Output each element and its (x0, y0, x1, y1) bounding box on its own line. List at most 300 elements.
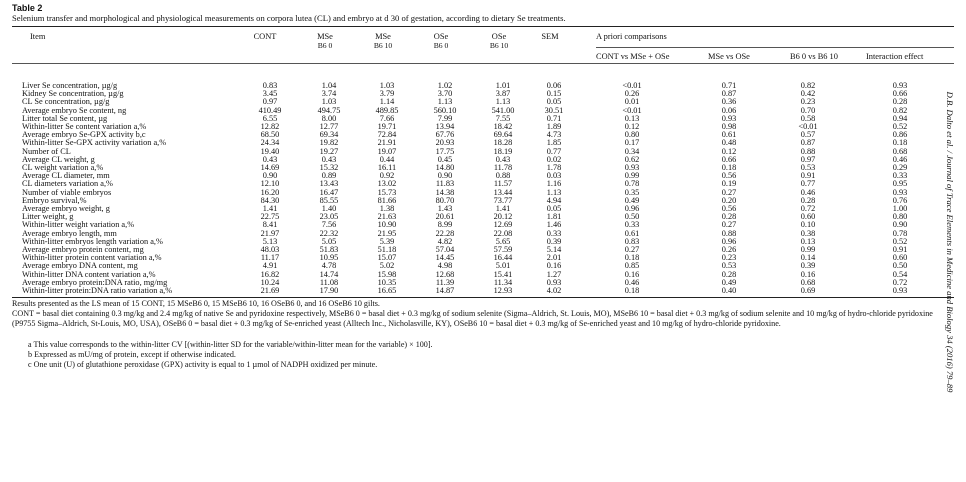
row-value: 1.03 (379, 81, 395, 90)
row-value: 0.46 (624, 277, 640, 287)
row-value: 5.01 (495, 261, 511, 271)
row-value: 0.18 (624, 286, 640, 296)
row-value: 0.93 (892, 187, 908, 197)
row-value: 11.08 (319, 277, 339, 287)
row-value: 489.85 (375, 105, 399, 115)
row-value: 0.72 (892, 277, 908, 287)
row-value: 0.93 (892, 81, 908, 90)
row-value: 0.13 (624, 113, 640, 123)
row-value: 0.66 (892, 89, 908, 99)
row-value: 0.71 (546, 113, 562, 123)
row-label: Average embryo protein:DNA ratio, mg/mg (22, 277, 168, 287)
row-value: 0.36 (721, 97, 737, 107)
row-label: Within-litter Se content variation a,% (22, 122, 147, 132)
row-value: 11.57 (493, 179, 513, 189)
row-value: 22.32 (319, 228, 339, 238)
row-value: 0.50 (624, 212, 640, 222)
row-value: 14.45 (435, 253, 455, 263)
row-value: 0.29 (892, 163, 908, 173)
row-value: 0.95 (892, 179, 908, 189)
row-value: 0.38 (800, 228, 816, 238)
footnote-a: a This value corresponds to the within-litter CV [(within-litter SD for the variable/within-litter mean for the variable) × 100]. (28, 340, 433, 349)
row-value: 0.97 (262, 97, 278, 107)
row-value: 14.87 (435, 286, 455, 296)
row-value: 1.89 (546, 122, 562, 132)
row-value: 0.33 (892, 171, 908, 181)
row-value: 0.88 (495, 171, 511, 181)
row-value: 0.61 (721, 130, 737, 140)
row-value: 2.01 (546, 253, 562, 263)
row-value: 0.26 (721, 245, 737, 255)
row-value: 69.64 (493, 130, 513, 140)
row-value: 57.59 (493, 245, 513, 255)
row-value: 0.61 (624, 228, 640, 238)
row-value: 0.46 (892, 154, 908, 164)
row-value: 17.75 (435, 146, 455, 156)
table-caption: Selenium transfer and morphological and physiological measurements on corpora lutea (CL) and embryo at d 30 of gestation, according to dietary Se treatments. (12, 13, 566, 23)
row-value: 1.38 (379, 204, 395, 214)
row-value: 30.51 (544, 105, 564, 115)
row-value: 0.18 (892, 138, 908, 148)
row-value: 0.88 (721, 228, 737, 238)
row-value: 0.33 (624, 220, 640, 230)
row-value: 7.99 (437, 113, 453, 123)
row-value: 7.56 (321, 220, 337, 230)
row-value: 1.43 (437, 204, 453, 214)
row-value: 12.68 (435, 269, 455, 279)
top-rule (12, 26, 954, 27)
header-cont: CONT (253, 32, 277, 41)
row-value: 3.74 (321, 89, 337, 99)
row-label: Within-litter Se-GPX activity variation a,% (22, 138, 167, 148)
row-value: 10.90 (377, 220, 397, 230)
row-value: 0.28 (892, 97, 908, 107)
row-value: 7.55 (495, 113, 511, 123)
row-value: 0.97 (800, 154, 816, 164)
row-value: 0.23 (800, 97, 816, 107)
row-value: 1.00 (892, 204, 908, 214)
row-value: 5.05 (321, 236, 337, 246)
row-value: 0.39 (546, 236, 562, 246)
row-value: 0.90 (892, 220, 908, 230)
row-value: 0.78 (892, 228, 908, 238)
row-value: 4.02 (546, 286, 562, 296)
row-value: 84.30 (260, 195, 280, 205)
row-value: 23.05 (319, 212, 339, 222)
row-value: 0.82 (892, 105, 908, 115)
row-value: 0.06 (546, 81, 562, 90)
row-value: 22.08 (493, 228, 513, 238)
row-value: 0.54 (892, 269, 908, 279)
header-mse-b6-10: MSe B6 10 (373, 32, 393, 50)
header-item: Item (30, 32, 46, 41)
row-value: 3.45 (262, 89, 278, 99)
row-value: 4.91 (262, 261, 278, 271)
row-value: 0.56 (721, 204, 737, 214)
row-value: 1.40 (321, 204, 337, 214)
row-value: 0.34 (624, 146, 640, 156)
row-value: 0.43 (495, 154, 511, 164)
row-label: CL diameters variation a,% (22, 179, 113, 189)
row-value: 10.24 (260, 277, 280, 287)
row-value: 0.45 (437, 154, 453, 164)
row-value: 13.43 (319, 179, 339, 189)
row-value: 0.28 (800, 195, 816, 205)
row-value: 0.40 (721, 286, 737, 296)
row-value: 1.16 (546, 179, 562, 189)
row-value: 0.53 (721, 261, 737, 271)
row-value: 67.76 (435, 130, 455, 140)
row-value: 80.70 (435, 195, 455, 205)
row-value: 0.68 (892, 146, 908, 156)
row-value: 0.78 (624, 179, 640, 189)
header-cont-vs-mse-ose: CONT vs MSe + OSe (596, 52, 670, 61)
row-value: 12.69 (493, 220, 513, 230)
row-value: 0.91 (800, 171, 816, 181)
row-value: 85.55 (319, 195, 339, 205)
row-value: 0.28 (721, 269, 737, 279)
row-label: Kidney Se concentration, µg/g (22, 89, 124, 99)
row-value: 0.53 (800, 163, 816, 173)
row-value: 1.78 (546, 163, 562, 173)
row-value: 21.69 (260, 286, 280, 296)
header-bottom-rule (12, 63, 954, 64)
row-value: 410.49 (258, 105, 282, 115)
table-row (12, 287, 954, 295)
row-value: 0.70 (800, 105, 816, 115)
row-value: 19.71 (377, 122, 397, 132)
row-value: 0.99 (624, 171, 640, 181)
row-value: 0.23 (721, 253, 737, 263)
row-value: 1.13 (546, 187, 562, 197)
row-value: 48.03 (260, 245, 280, 255)
row-value: 13.94 (435, 122, 455, 132)
row-value: 1.85 (546, 138, 562, 148)
row-label: Average CL weight, g (22, 154, 95, 164)
header-mse-vs-ose: MSe vs OSe (708, 52, 750, 61)
row-value: 3.70 (437, 89, 453, 99)
row-value: 0.19 (721, 179, 737, 189)
row-value: 0.49 (721, 277, 737, 287)
a-priori-rule (596, 47, 954, 48)
journal-side-text: D.B. Dalto et al. / Journal of Trace Elements in Medicine and Biology 34 (2016) 79–89 (945, 91, 955, 392)
row-value: 4.73 (546, 130, 562, 140)
row-value: 0.15 (546, 89, 562, 99)
row-value: 16.65 (377, 286, 397, 296)
row-value: 15.07 (377, 253, 397, 263)
row-value: 0.90 (437, 171, 453, 181)
row-value: 11.83 (435, 179, 455, 189)
row-value: 541.00 (491, 105, 515, 115)
row-value: 13.44 (493, 187, 513, 197)
row-value: 4.82 (437, 236, 453, 246)
row-value: 0.16 (624, 269, 640, 279)
row-value: 0.28 (721, 212, 737, 222)
row-label: Within-litter weight variation a,% (22, 220, 135, 230)
row-value: 0.27 (624, 245, 640, 255)
row-value: 0.56 (721, 171, 737, 181)
row-value: 0.60 (892, 253, 908, 263)
row-value: 14.38 (435, 187, 455, 197)
row-value: <0.01 (622, 81, 642, 90)
footnote-b: b Expressed as mU/mg of protein, except if otherwise indicated. (28, 350, 236, 359)
bottom-rule (12, 297, 954, 298)
row-value: 0.10 (800, 220, 816, 230)
row-value: 0.85 (624, 261, 640, 271)
row-value: 19.40 (260, 146, 280, 156)
row-value: 0.94 (892, 113, 908, 123)
footnote-c: c One unit (U) of glutathione peroxidase (GPX) activity is equal to 1 µmol of NADPH oxidized per minute. (28, 360, 378, 369)
row-value: 0.35 (624, 187, 640, 197)
row-value: 0.92 (379, 171, 395, 181)
row-value: 21.97 (260, 228, 280, 238)
row-value: 0.71 (721, 81, 737, 90)
row-value: 0.89 (321, 171, 337, 181)
row-value: 15.98 (377, 269, 397, 279)
row-value: 0.50 (892, 261, 908, 271)
row-label: Embryo survival,% (22, 195, 87, 205)
row-value: 0.16 (546, 261, 562, 271)
row-value: 0.60 (800, 212, 816, 222)
row-value: 12.82 (260, 122, 280, 132)
row-value: 0.80 (624, 130, 640, 140)
row-value: 0.72 (800, 204, 816, 214)
row-value: 1.46 (546, 220, 562, 230)
row-value: 24.34 (260, 138, 280, 148)
row-label: Number of CL (22, 146, 71, 156)
row-value: 11.78 (493, 163, 513, 173)
row-value: 51.83 (319, 245, 339, 255)
row-value: 4.94 (546, 195, 562, 205)
row-value: 3.79 (379, 89, 395, 99)
row-value: 19.82 (319, 138, 339, 148)
row-label: Average embryo DNA content, mg (22, 261, 138, 271)
row-value: 13.02 (377, 179, 397, 189)
row-value: 0.68 (800, 277, 816, 287)
row-value: 15.41 (493, 269, 513, 279)
row-value: 20.61 (435, 212, 455, 222)
row-value: 5.65 (495, 236, 511, 246)
row-value: 0.82 (800, 81, 816, 90)
row-value: 10.35 (377, 277, 397, 287)
row-value: 73.77 (493, 195, 513, 205)
row-value: 0.03 (546, 171, 562, 181)
row-value: 16.20 (260, 187, 280, 197)
row-label: Litter total Se content, µg (22, 113, 108, 123)
row-value: 0.05 (546, 97, 562, 107)
row-value: 16.44 (493, 253, 513, 263)
row-value: 0.20 (721, 195, 737, 205)
row-value: 12.10 (260, 179, 280, 189)
row-value: 15.32 (319, 163, 339, 173)
footer-results: Results presented as the LS mean of 15 CONT, 15 MSeB6 0, 15 MSeB6 10, 16 OSeB6 0, and 16 OSeB6 10 gilts. (12, 299, 380, 308)
row-value: 0.87 (800, 138, 816, 148)
row-value: 0.80 (892, 212, 908, 222)
row-value: 0.96 (624, 204, 640, 214)
row-value: 0.05 (546, 204, 562, 214)
row-value: 0.39 (800, 261, 816, 271)
row-value: 0.17 (624, 138, 640, 148)
row-value: 69.34 (319, 130, 339, 140)
row-value: 0.62 (624, 154, 640, 164)
row-value: 1.03 (321, 97, 337, 107)
header-ose-b6-0: OSe B6 0 (433, 32, 449, 50)
row-label: Average embryo Se-GPX activity b,c (22, 130, 146, 140)
row-value: 8.99 (437, 220, 453, 230)
row-value: 0.90 (262, 171, 278, 181)
row-value: 6.55 (262, 113, 278, 123)
row-value: 1.02 (437, 81, 453, 90)
row-value: 19.07 (377, 146, 397, 156)
row-value: 0.58 (800, 113, 816, 123)
row-value: 12.77 (319, 122, 339, 132)
row-value: 1.01 (495, 81, 511, 90)
row-value: 22.28 (435, 228, 455, 238)
row-value: 0.44 (379, 154, 395, 164)
header-mse-b6-0: MSe B6 0 (317, 32, 333, 50)
row-value: 0.12 (721, 146, 737, 156)
row-value: 18.19 (493, 146, 513, 156)
row-value: 0.77 (800, 179, 816, 189)
row-value: 0.13 (800, 236, 816, 246)
row-value: 4.98 (437, 261, 453, 271)
row-value: 0.96 (721, 236, 737, 246)
row-value: 0.06 (721, 105, 737, 115)
row-value: 0.33 (546, 228, 562, 238)
row-value: 0.77 (546, 146, 562, 156)
row-value: 0.14 (800, 253, 816, 263)
row-value: 1.13 (437, 97, 453, 107)
row-label: Within-litter DNA content variation a,% (22, 269, 156, 279)
row-value: 14.80 (435, 163, 455, 173)
row-value: 57.04 (435, 245, 455, 255)
row-value: 0.18 (624, 253, 640, 263)
row-value: <0.01 (622, 105, 642, 115)
row-value: 0.18 (721, 163, 737, 173)
row-label: Average embryo length, mm (22, 228, 117, 238)
row-label: Within-litter embryos length variation a,% (22, 236, 163, 246)
row-value: 22.75 (260, 212, 280, 222)
row-value: 0.26 (624, 89, 640, 99)
row-value: 21.91 (377, 138, 397, 148)
row-label: Within-litter protein:DNA ratio variation a,% (22, 286, 173, 296)
row-value: 0.93 (546, 277, 562, 287)
row-value: 68.50 (260, 130, 280, 140)
row-value: 0.12 (624, 122, 640, 132)
row-value: 3.87 (495, 89, 511, 99)
row-value: 0.93 (892, 286, 908, 296)
row-value: 0.66 (721, 154, 737, 164)
row-value: 11.39 (435, 277, 455, 287)
row-label: Average CL diameter, mm (22, 171, 110, 181)
row-value: 14.74 (319, 269, 339, 279)
row-value: 0.02 (546, 154, 562, 164)
row-value: 8.41 (262, 220, 278, 230)
header-b6-0-vs-b6-10: B6 0 vs B6 10 (790, 52, 838, 61)
footer-definitions: CONT = basal diet containing 0.3 mg/kg and 2.4 mg/kg of native Se and pyridoxine respectively, MSeB6 0 = basal diet + 0.3 mg/kg of sodium selenite (Sigma–Aldrich, St. Louis, MO), MSeB6 10 = basal diet + 0.3 mg/kg of sodium selenite and 10 mg/kg of hydro-chloride pyridoxine (P9755 Sigma–Aldrich, St-Louis, MO, USA), OSeB6 0 = basal diet + 0.3 mg/kg of Se-enriched yeast (Alltech Inc., Nicholasville, KY), OSeB6 10 = basal diet + 0.3 mg/kg of Se-enriched yeast and 10 mg/kg of hydro-chloride pyridoxine. (12, 309, 933, 328)
row-label: Liver Se concentration, µg/g (22, 81, 118, 90)
row-label: Average embryo protein content, mg (22, 245, 144, 255)
row-value: 5.13 (262, 236, 278, 246)
row-value: 0.16 (800, 269, 816, 279)
row-value: 1.04 (321, 81, 337, 90)
row-value: 0.83 (262, 81, 278, 90)
row-value: 19.27 (319, 146, 339, 156)
row-value: 0.27 (721, 220, 737, 230)
row-label: Average embryo weight, g (22, 204, 110, 214)
row-value: <0.01 (798, 122, 818, 132)
row-value: 12.93 (493, 286, 513, 296)
row-value: 10.95 (319, 253, 339, 263)
row-value: 0.46 (800, 187, 816, 197)
row-value: 1.81 (546, 212, 562, 222)
row-value: 0.83 (624, 236, 640, 246)
row-value: 21.63 (377, 212, 397, 222)
row-value: 560.10 (433, 105, 457, 115)
row-value: 5.14 (546, 245, 562, 255)
row-value: 18.42 (493, 122, 513, 132)
row-value: 0.91 (892, 245, 908, 255)
row-value: 18.28 (493, 138, 513, 148)
row-value: 0.49 (624, 195, 640, 205)
row-value: 16.11 (377, 163, 397, 173)
row-label: Litter weight, g (22, 212, 74, 222)
row-value: 0.43 (262, 154, 278, 164)
row-value: 5.02 (379, 261, 395, 271)
row-value: 16.82 (260, 269, 280, 279)
row-value: 0.43 (321, 154, 337, 164)
row-value: 0.27 (721, 187, 737, 197)
row-value: 1.41 (262, 204, 278, 214)
row-value: 20.93 (435, 138, 455, 148)
row-value: 0.87 (721, 89, 737, 99)
row-value: 0.98 (721, 122, 737, 132)
row-label: Number of viable embryos (22, 187, 112, 197)
row-value: 0.88 (800, 146, 816, 156)
row-value: 0.48 (721, 138, 737, 148)
row-value: 11.34 (493, 277, 513, 287)
row-label: Within-litter protein content variation a,% (22, 253, 162, 263)
row-value: 7.66 (379, 113, 395, 123)
row-value: 20.12 (493, 212, 513, 222)
row-label: CL Se concentration, µg/g (22, 97, 110, 107)
row-value: 17.90 (319, 286, 339, 296)
table-label: Table 2 (12, 3, 43, 13)
header-sem: SEM (541, 32, 559, 41)
data-table (12, 82, 954, 295)
row-value: 0.93 (624, 163, 640, 173)
row-value: 0.86 (892, 130, 908, 140)
row-value: 72.84 (377, 130, 397, 140)
row-label: Average embryo Se content, ng (22, 105, 127, 115)
row-value: 0.01 (624, 97, 640, 107)
row-value: 1.14 (379, 97, 395, 107)
row-value: 21.95 (377, 228, 397, 238)
header-ose-b6-10: OSe B6 10 (489, 32, 509, 50)
row-value: 8.00 (321, 113, 337, 123)
row-value: 15.73 (377, 187, 397, 197)
row-label: CL weight variation a,% (22, 163, 104, 173)
row-value: 0.42 (800, 89, 816, 99)
row-value: 1.27 (546, 269, 562, 279)
row-value: 1.13 (495, 97, 511, 107)
row-value: 5.39 (379, 236, 395, 246)
row-value: 16.47 (319, 187, 339, 197)
row-value: 0.93 (721, 113, 737, 123)
row-value: 0.57 (800, 130, 816, 140)
row-value: 14.69 (260, 163, 280, 173)
row-value: 11.17 (260, 253, 280, 263)
